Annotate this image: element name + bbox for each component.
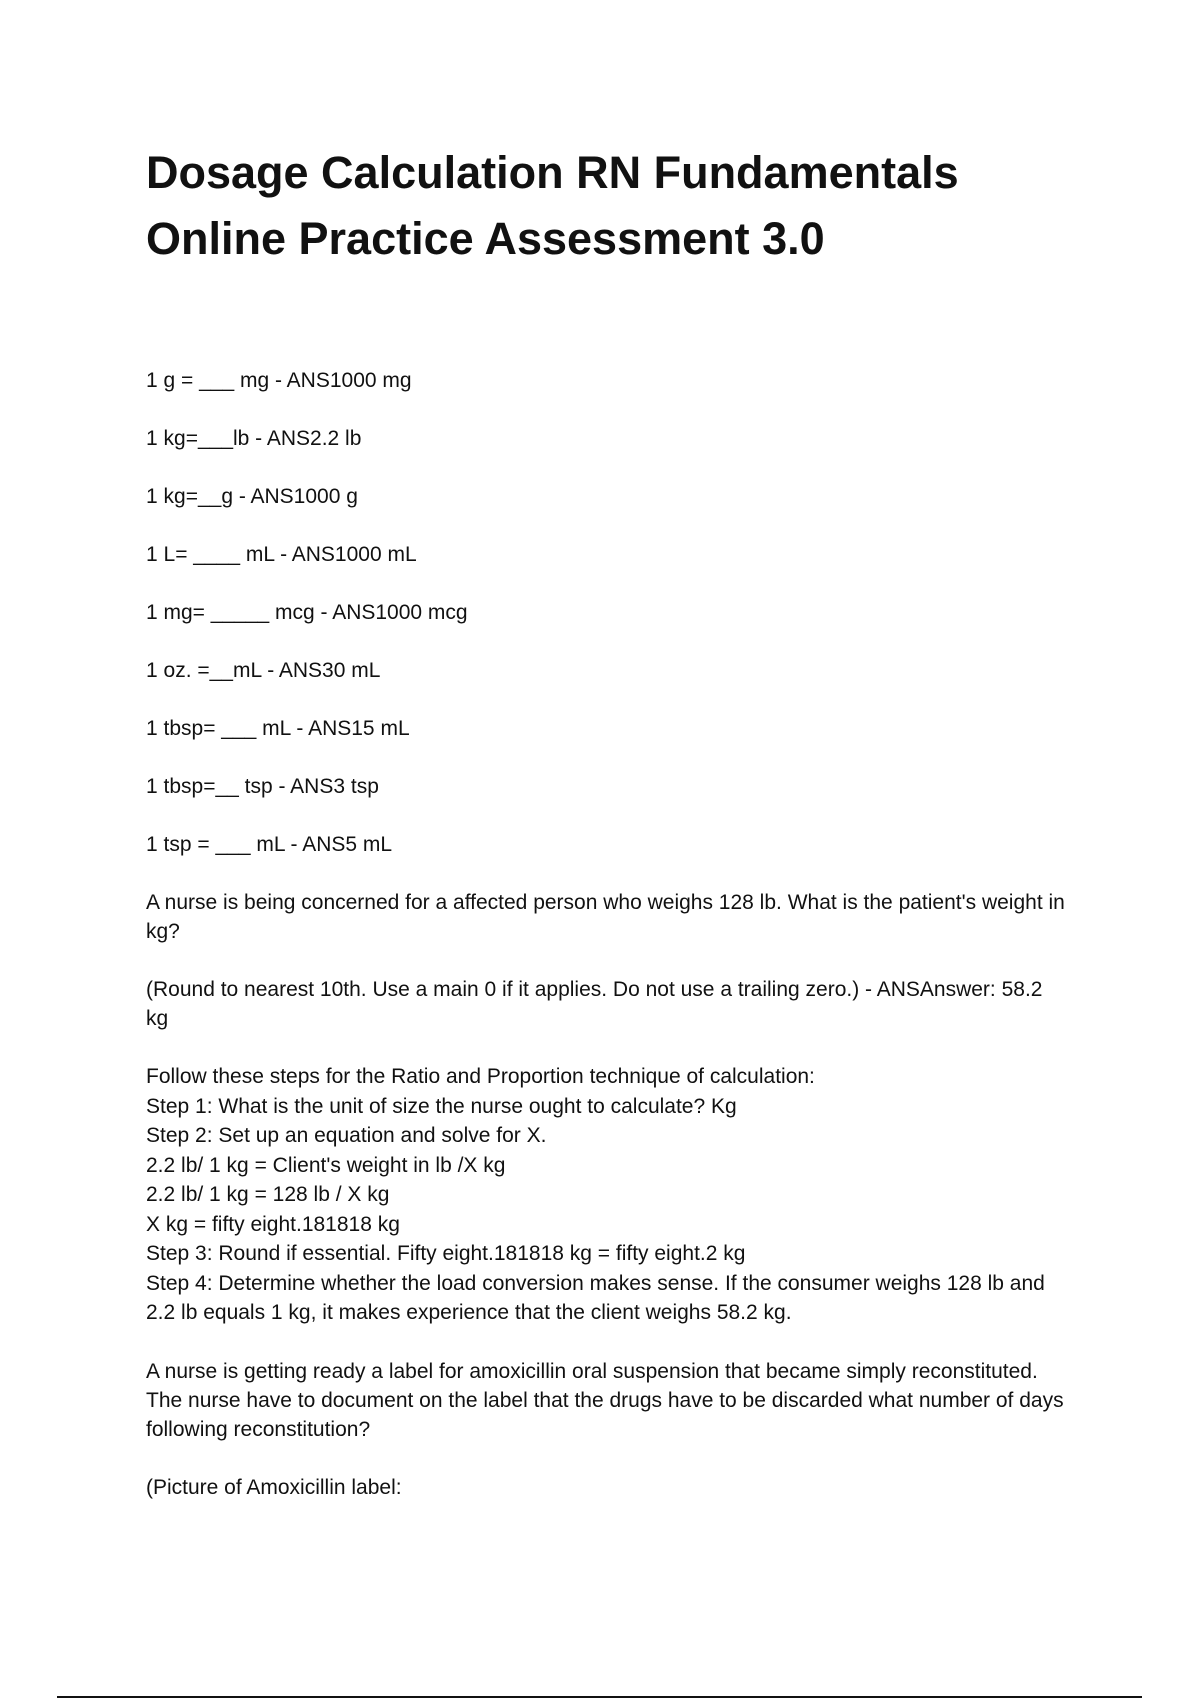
steps-line: Step 4: Determine whether the load conversion makes sense. If the consumer weighs 128 lb and 2.2 lb equals 1 kg, it makes experience that the client weighs 58.2 kg. <box>146 1271 1045 1324</box>
qa-item: 1 tsp = ___ mL - ANS5 mL <box>146 833 393 856</box>
document-title <box>146 140 1066 272</box>
amoxicillin-question: A nurse is getting ready a label for amoxicillin oral suspension that became simply reconstituted. The nurse have to document on the label that the drugs have to be discarded what number of days following reconstitution? <box>146 1359 1064 1441</box>
amoxicillin-picture-caption: (Picture of Amoxicillin label: <box>146 1475 402 1499</box>
footer-divider <box>57 1696 1142 1698</box>
qa-item: 1 L= ____ mL - ANS1000 mL <box>146 543 417 566</box>
weight-question: A nurse is being concerned for a affected person who weighs 128 lb. What is the patient's weight in kg? <box>146 891 1065 943</box>
conversion-qa-list <box>146 366 1066 859</box>
steps-line: X kg = fifty eight.181818 kg <box>146 1212 400 1236</box>
steps-line: 2.2 lb/ 1 kg = 128 lb / X kg <box>146 1183 390 1206</box>
steps-line: Step 3: Round if essential. Fifty eight.181818 kg = fifty eight.2 kg <box>146 1242 746 1265</box>
qa-item: 1 tbsp= ___ mL - ANS15 mL <box>146 717 410 740</box>
qa-item: 1 kg=__g - ANS1000 g <box>146 485 358 508</box>
qa-item: 1 oz. =__mL - ANS30 mL <box>146 659 381 682</box>
qa-item: 1 kg=___lb - ANS2.2 lb <box>146 427 362 450</box>
title-line-2: Online Practice Assessment 3.0 <box>146 213 825 264</box>
qa-item: 1 g = ___ mg - ANS1000 mg <box>146 369 412 392</box>
steps-line: Step 1: What is the unit of size the nurse ought to calculate? Kg <box>146 1094 737 1118</box>
steps-line: 2.2 lb/ 1 kg = Client's weight in lb /X kg <box>146 1153 506 1177</box>
title-line-1: Dosage Calculation RN Fundamentals <box>146 147 959 198</box>
qa-item: 1 tbsp=__ tsp - ANS3 tsp <box>146 775 379 798</box>
steps-line: Follow these steps for the Ratio and Proportion technique of calculation: <box>146 1065 815 1088</box>
ratio-proportion-steps <box>146 1062 1066 1328</box>
qa-item: 1 mg= _____ mcg - ANS1000 mcg <box>146 601 468 624</box>
steps-line: Step 2: Set up an equation and solve for X. <box>146 1124 547 1147</box>
document-page <box>146 140 1066 1531</box>
weight-answer: (Round to nearest 10th. Use a main 0 if it applies. Do not use a trailing zero.) - ANSAnswer: 58.2 kg <box>146 978 1043 1030</box>
